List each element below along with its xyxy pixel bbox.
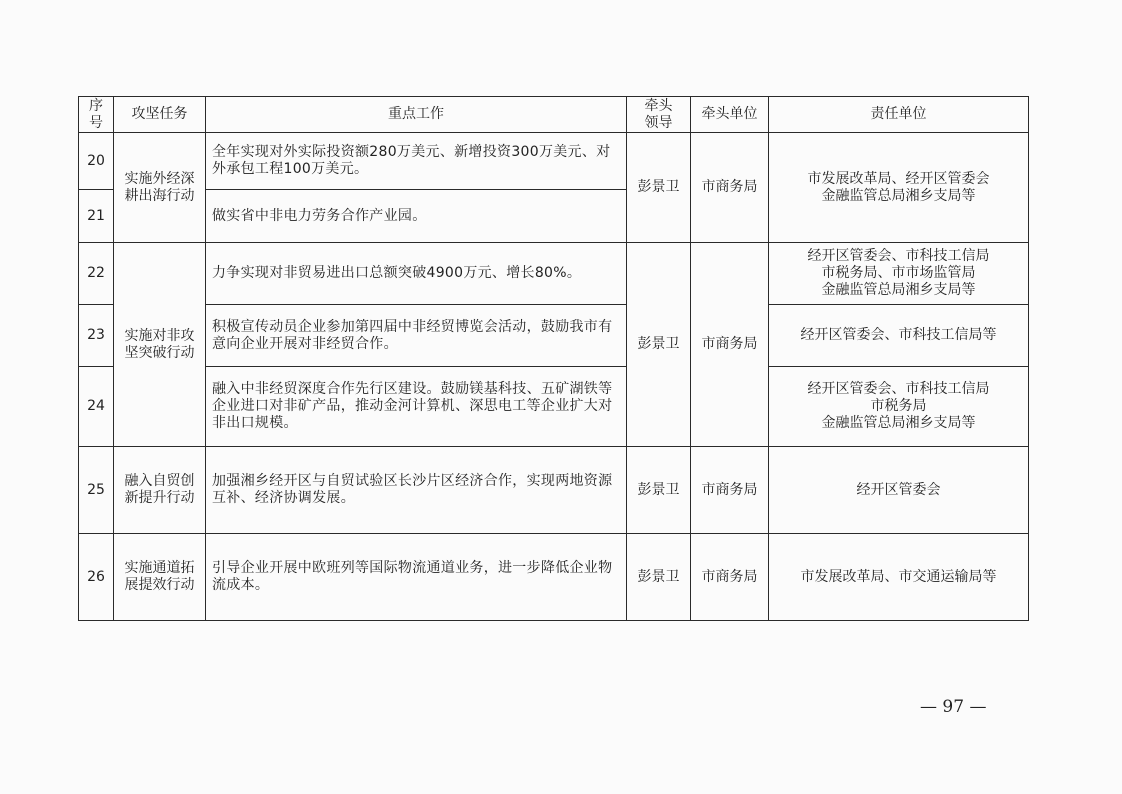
task-cell xyxy=(114,447,206,534)
table-header-row xyxy=(79,97,1029,133)
resp-unit-cell: 经开区管委会 xyxy=(769,447,1029,534)
task-line: 展提效行动 xyxy=(124,577,195,593)
resp-unit-cell xyxy=(769,243,1029,305)
work-cell: 引导企业开展中欧班列等国际物流通道业务，进一步降低企业物流成本。 xyxy=(206,534,627,621)
leader-cell: 彭景卫 xyxy=(627,447,691,534)
row-seq: 23 xyxy=(79,305,114,367)
resp-unit-cell: 市发展改革局、市交通运输局等 xyxy=(769,534,1029,621)
task-line: 融入自贸创 xyxy=(124,473,195,489)
task-cell xyxy=(114,133,206,243)
header-work: 重点工作 xyxy=(206,97,627,133)
header-lead-unit: 牵头单位 xyxy=(691,97,769,133)
work-cell: 积极宣传动员企业参加第四届中非经贸博览会活动，鼓励我市有意向企业开展对非经贸合作。 xyxy=(206,305,627,367)
work-cell: 融入中非经贸深度合作先行区建设。鼓励镁基科技、五矿湖铁等企业进口对非矿产品，推动金河计算机、深思电工等企业扩大对非出口规模。 xyxy=(206,367,627,447)
work-cell: 加强湘乡经开区与自贸试验区长沙片区经济合作，实现两地资源互补、经济协调发展。 xyxy=(206,447,627,534)
task-line: 坚突破行动 xyxy=(124,344,195,361)
header-leader-line1: 牵头 xyxy=(644,97,673,114)
resp-line: 市税务局、市市场监管局 xyxy=(821,265,976,281)
resp-line: 市发展改革局、经开区管委会 xyxy=(807,170,990,187)
work-cell: 全年实现对外实际投资额280万美元、新增投资300万美元、对外承包工程100万美元。 xyxy=(206,133,627,190)
lead-unit-cell: 市商务局 xyxy=(691,534,769,621)
header-task: 攻坚任务 xyxy=(114,97,206,133)
task-line: 实施外经深 xyxy=(124,170,195,187)
task-line: 实施通道拓 xyxy=(124,560,195,576)
table-row xyxy=(79,243,1029,305)
resp-line: 金融监管总局湘乡支局等 xyxy=(821,282,976,298)
table-row xyxy=(79,305,1029,367)
row-seq: 20 xyxy=(79,133,114,190)
lead-unit-cell: 市商务局 xyxy=(691,243,769,447)
task-cell xyxy=(114,534,206,621)
lead-unit-cell: 市商务局 xyxy=(691,133,769,243)
leader-cell: 彭景卫 xyxy=(627,243,691,447)
table-row xyxy=(79,447,1029,534)
header-seq xyxy=(79,97,114,133)
row-seq: 24 xyxy=(79,367,114,447)
header-seq-line2: 号 xyxy=(89,114,103,131)
task-line: 实施对非攻 xyxy=(124,327,195,344)
header-resp-unit: 责任单位 xyxy=(769,97,1029,133)
row-seq: 25 xyxy=(79,447,114,534)
leader-cell: 彭景卫 xyxy=(627,133,691,243)
table-row xyxy=(79,133,1029,190)
task-line: 耕出海行动 xyxy=(124,187,195,204)
resp-unit-cell xyxy=(769,133,1029,243)
work-cell: 做实省中非电力劳务合作产业园。 xyxy=(206,190,627,243)
page-number: — 97 — xyxy=(920,697,987,717)
table-row xyxy=(79,534,1029,621)
resp-line: 金融监管总局湘乡支局等 xyxy=(821,187,976,204)
row-seq: 22 xyxy=(79,243,114,305)
row-seq: 26 xyxy=(79,534,114,621)
task-line: 新提升行动 xyxy=(124,490,195,506)
task-table xyxy=(78,96,1029,621)
resp-line: 市税务局 xyxy=(870,398,927,414)
header-seq-line1: 序 xyxy=(89,97,103,114)
resp-line: 经开区管委会、市科技工信局 xyxy=(807,381,990,397)
resp-unit-cell xyxy=(769,367,1029,447)
task-cell xyxy=(114,243,206,447)
row-seq: 21 xyxy=(79,190,114,243)
leader-cell: 彭景卫 xyxy=(627,534,691,621)
resp-line: 金融监管总局湘乡支局等 xyxy=(821,415,976,431)
work-cell: 力争实现对非贸易进出口总额突破4900万元、增长80%。 xyxy=(206,243,627,305)
table-row xyxy=(79,367,1029,447)
header-leader-line2: 领导 xyxy=(644,114,673,131)
lead-unit-cell: 市商务局 xyxy=(691,447,769,534)
header-leader xyxy=(627,97,691,133)
resp-line: 经开区管委会、市科技工信局 xyxy=(807,248,990,264)
resp-unit-cell: 经开区管委会、市科技工信局等 xyxy=(769,305,1029,367)
